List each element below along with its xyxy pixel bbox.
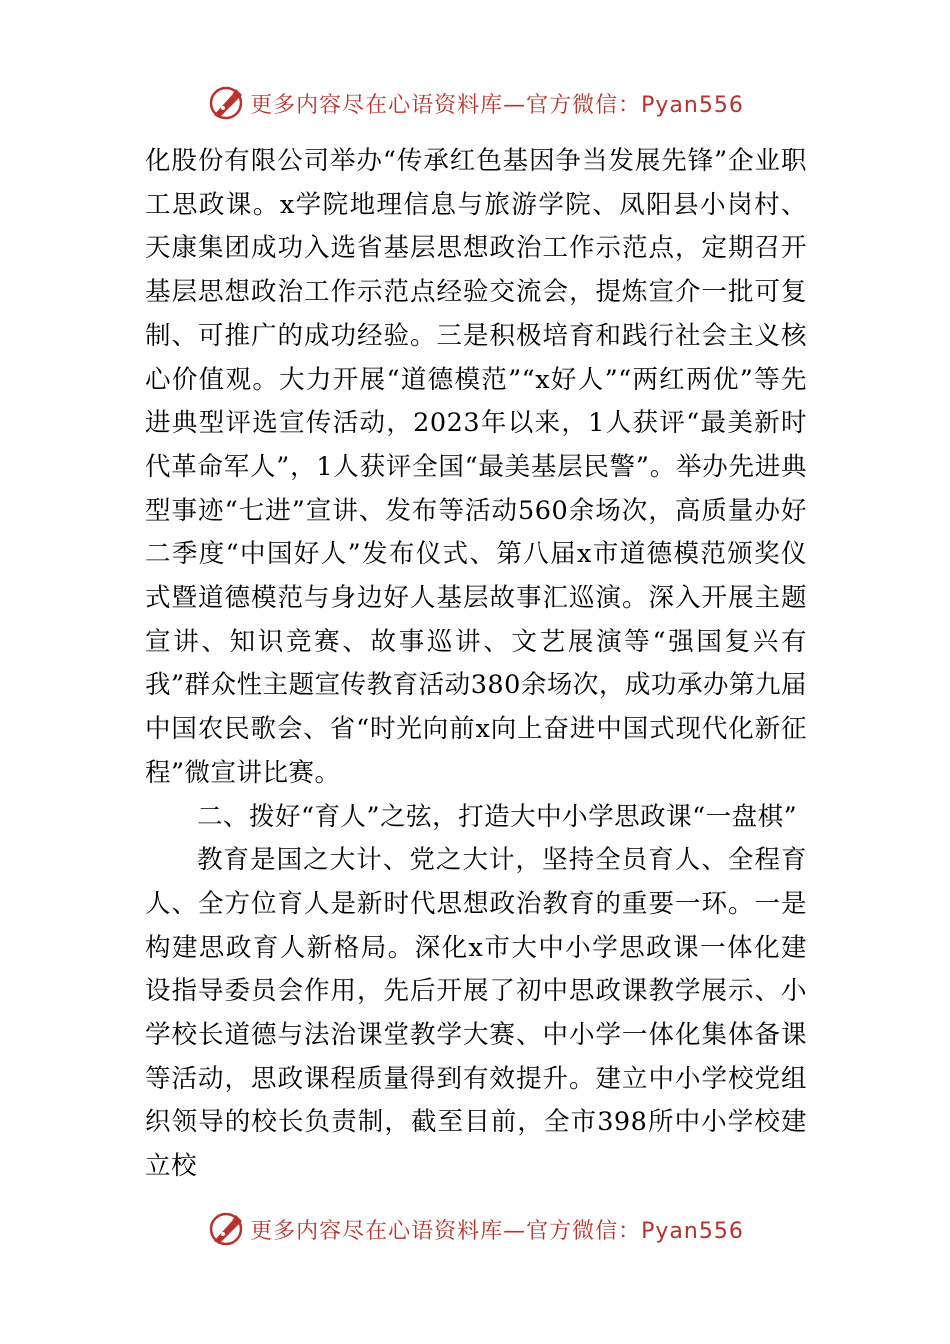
- footer-banner: [0, 1206, 950, 1252]
- pen-nib-logo-icon: [206, 83, 246, 123]
- body-paragraph: 教育是国之大计、党之大计，坚持全员育人、全程育人、全方位育人是新时代思想政治教育的重要一环。一是构建思政育人新格局。深化x市大中小学思政课一体化建设指导委员会作用，先后开展了初中思政课教学展示、小学校长道德与法治课堂教学大赛、中小学一体化集体备课等活动，思政课程质量得到有效提升。建立中小学校党组织领导的校长负责制，截至目前，全市398所中小学校建立校: [145, 845, 807, 1182]
- section-heading: 二、拨好“育人”之弦，打造大中小学思政课“一盘棋”: [197, 801, 798, 832]
- header-banner: [0, 80, 950, 126]
- document-body: [145, 140, 807, 1189]
- pen-nib-logo-icon: [206, 1209, 246, 1249]
- body-paragraph: 化股份有限公司举办“传承红色基因争当发展先锋”企业职工思政课。x学院地理信息与旅游学院、凤阳县小岗村、天康集团成功入选省基层思想政治工作示范点，定期召开基层思想政治工作示范点经验交流会，提炼宣介一批可复制、可推广的成功经验。三是积极培育和践行社会主义核心价值观。大力开展“道德模范”“x好人”“两红两优”等先进典型评选宣传活动，2023年以来，1人获评“最美新时代革命军人”，1人获评全国“最美基层民警”。举办先进典型事迹“七进”宣讲、发布等活动560余场次，高质量办好二季度“中国好人”发布仪式、第八届x市道德模范颁奖仪式暨道德模范与身边好人基层故事汇巡演。深入开展主题宣讲、知识竞赛、故事巡讲、文艺展演等“强国复兴有我”群众性主题宣传教育活动380余场次，成功承办第九届中国农民歌会、省“时光向前x向上奋进中国式现代化新征程”微宣讲比赛。: [145, 146, 807, 788]
- header-banner-text: 更多内容尽在心语资料库—官方微信：Pyan556: [250, 92, 744, 118]
- footer-banner-text: 更多内容尽在心语资料库—官方微信：Pyan556: [250, 1218, 744, 1244]
